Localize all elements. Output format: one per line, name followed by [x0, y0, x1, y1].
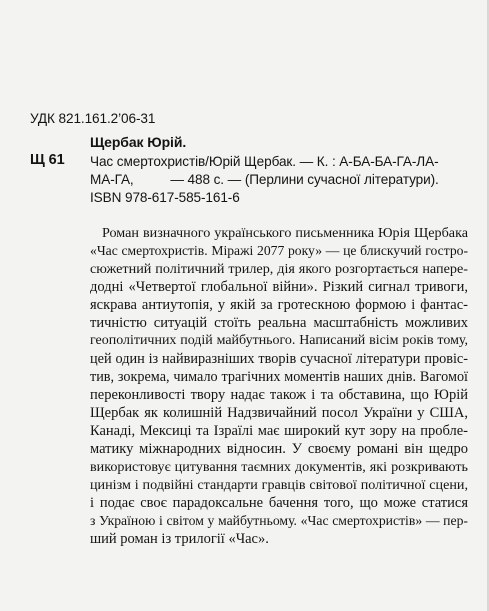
- annotation-line: додні «Четвертої глобальної війни». Різкий сигнал тривоги,: [90, 279, 468, 295]
- annotation-line: матику міжнародних відносин. У своєму романі він щедро: [90, 441, 468, 457]
- annotation-line: сюжетний політичний трилер, дія якого розгортається напере-: [90, 261, 468, 277]
- annotation-line: цинізм і подвійні стандарти гравців світової політичної сцени,: [90, 477, 468, 493]
- annotation-line: яскрава антиутопія, у якій за гротескною формою і фантас-: [90, 297, 468, 313]
- annotation-line: «Час смертохристів. Міражі 2077 року» — це блискучий гостро-: [90, 243, 468, 258]
- bbk-code: Щ 61: [30, 152, 65, 168]
- annotation-line: і подає своє парадоксальне бачення того, що може статися: [90, 495, 468, 511]
- annotation-line: Канаді, Мексиці та Ізраїлі має широкий кут зору на пробле-: [90, 423, 468, 439]
- bibliographic-line: МА-ГА, — 488 с. — (Перлини сучасної літератури).: [90, 172, 439, 187]
- isbn-line: ISBN 978-617-585-161-6: [90, 190, 240, 205]
- annotation-line: Роман визначного українського письменника Юрія Щербака: [102, 225, 468, 241]
- annotation-line: цей один із найвиразніших творів сучасної літератури провіс-: [90, 351, 468, 367]
- annotation-line: з Україною і світом у майбутньому. «Час смертохристів» — пер-: [90, 513, 468, 528]
- udk-code: УДК 821.161.2’06-31: [30, 111, 156, 126]
- annotation-line: тив, зокрема, чимало трагічних моментів наших днів. Вагомої: [90, 369, 468, 385]
- bibliographic-line: Час смертохристів/Юрій Щербак. — К. : А-БА-БА-ГА-ЛА-: [90, 154, 439, 169]
- annotation-line: Щербак як колишній Надзвичайний посол України у США,: [90, 405, 468, 421]
- annotation-line: ший роман із трилогії «Час».: [90, 531, 269, 547]
- annotation-line: використовує цитування таємних документів, які розкривають: [90, 459, 468, 475]
- annotation-line: переконливості твору надає також і та обставина, що Юрій: [90, 387, 468, 403]
- author-name: Щербак Юрій.: [90, 134, 187, 150]
- annotation-line: геополітичних подій майбутнього. Написаний вісім років тому,: [90, 333, 468, 348]
- annotation-line: тичністю ситуацій стоїть реальна масштабність можливих: [90, 315, 468, 331]
